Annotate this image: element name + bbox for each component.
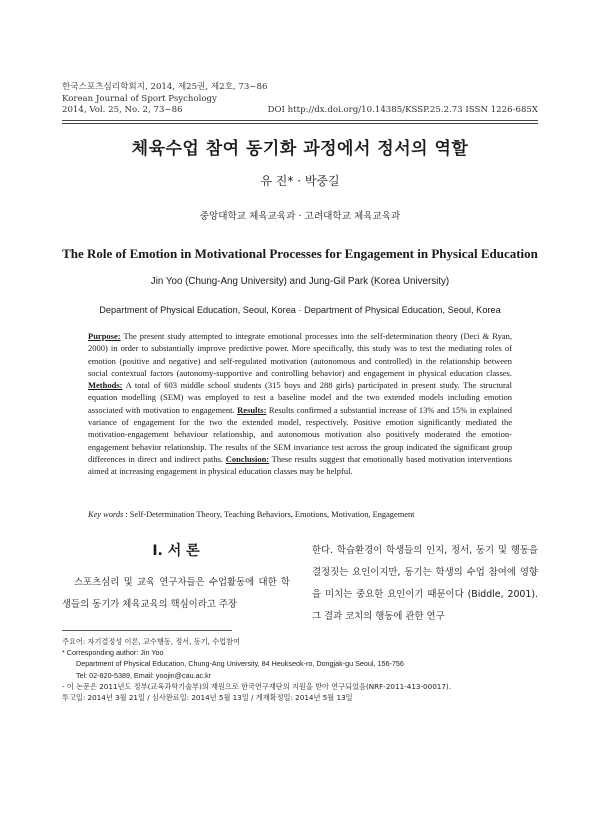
abstract-results-label: Results:: [237, 404, 267, 415]
header-rule: [62, 120, 538, 121]
abstract-methods-label: Methods:: [88, 380, 123, 391]
footnote-dates: 투고일: 2014년 3월 21일 / 심사완료일: 2014년 5월 13일 / 게재확정일: 2014년 5월 13일: [62, 693, 353, 703]
journal-header: [62, 82, 538, 117]
journal-volume: 2014, Vol. 25, No. 2, 73~86: [62, 105, 183, 115]
abstract-results-text: Results confirmed a substantial increase of 13% and 15% in explained variance of engagement for the two the extended model, respectively. Positive emotion significantly mediated the motivation-engagement behaviour relationship, and autonomous motivation also positively moderated the emotion-engagement behavior relationship. The results of the SEM invariance test across the group indicated the significant group differences in direct and indirect paths.: [88, 404, 512, 464]
abstract: [88, 330, 512, 478]
keywords-text: : Self-Determination Theory, Teaching Behaviors, Emotions, Motivation, Engagement: [123, 510, 415, 519]
affiliation-korean: 중앙대학교 체육교육과 · 고려대학교 체육교육과: [199, 211, 401, 222]
title-korean: 체육수업 참여 동기화 과정에서 정서의 역할: [131, 139, 469, 159]
footnote-address: Department of Physical Education, Chung-Ang University, 84 Heukseok-ro, Dongjak-gu Seoul, 156-756: [76, 659, 404, 669]
keywords-label: Key words: [88, 510, 124, 519]
footnote-corresponding: * Corresponding author: Jin Yoo: [62, 648, 164, 658]
journal-citation-ko: 한국스포츠심리학회지, 2014, 제25권, 제2호, 73~86: [62, 82, 268, 92]
body-text-right: 한다. 학습환경이 학생들의 인지, 정서, 동기 및 행동을 결정짓는 요인이지만, 동기는 학생의 수업 참여에 영향을 미치는 중요한 요인이기 때문이다 (Biddle, 2001). 그 결과 코치의 행동에 관한 연구: [312, 545, 538, 622]
footnote-funding: - 이 논문은 2011년도 정부(교육과학기술부)의 재원으로 한국연구재단의 지원을 받아 연구되었음(NRF-2011-413-00017).: [62, 681, 452, 691]
keywords: [88, 510, 512, 519]
footnote-rule: [62, 630, 232, 631]
abstract-conclusion-text: These results suggest that emotionally based motivation interventions aimed at increasing engagement in physical education classes may be helpful.: [88, 453, 512, 477]
section-heading: I. 서 론: [152, 543, 200, 559]
affiliation-english: Department of Physical Education, Seoul, Korea · Department of Physical Education, Seoul, Korea: [99, 305, 501, 315]
header-rule-second: [62, 123, 538, 124]
footnotes: [62, 636, 542, 703]
title-english: The Role of Emotion in Motivational Processes for Engagement in Physical Education: [62, 246, 538, 261]
footnote-contact: Tel: 02-820-5389, Email: yoojin@cau.ac.kr: [76, 670, 212, 680]
abstract-conclusion-label: Conclusion:: [225, 453, 270, 464]
footnote-keywords-ko: 주요어: 자기결정성 이론, 교수행동, 정서, 동기, 수업참여: [62, 637, 241, 646]
body-column-left: [62, 540, 290, 616]
authors-korean: 유 진* · 박중길: [260, 174, 340, 188]
abstract-methods-text: A total of 603 middle school students (315 boys and 288 girls) participated in present study. The structural equation modelling (SEM) was employed to test a baseline model and the two extended models including emotion associated with motivation to engagement.: [88, 380, 512, 415]
journal-name-en: Korean Journal of Sport Psychology: [62, 93, 217, 104]
journal-doi: DOI http://dx.doi.org/10.14385/KSSP.25.2.73 ISSN 1226-685X: [267, 105, 538, 115]
authors-english: Jin Yoo (Chung-Ang University) and Jung-Gil Park (Korea University): [150, 276, 450, 287]
abstract-purpose-text: The present study attempted to integrate emotional processes into the self-determination theory (Deci & Ryan, 2000) in order to substantially improve predictive power. More specifically, this study was to test the mediating roles of emotion (positive and negative) and self-regulated motivation (autonomous and controlled) in the relationship between social contextual factors (autonomy-supportive and controlling behavior) and engagement in physical education classes.: [88, 331, 512, 378]
body-column-right: [312, 540, 538, 628]
body-text-left: 스포츠심리 및 교육 연구자들은 수업활동에 대한 학생들의 동기가 체육교육의 핵심이라고 주장: [62, 577, 290, 610]
abstract-purpose-label: Purpose:: [88, 331, 121, 341]
